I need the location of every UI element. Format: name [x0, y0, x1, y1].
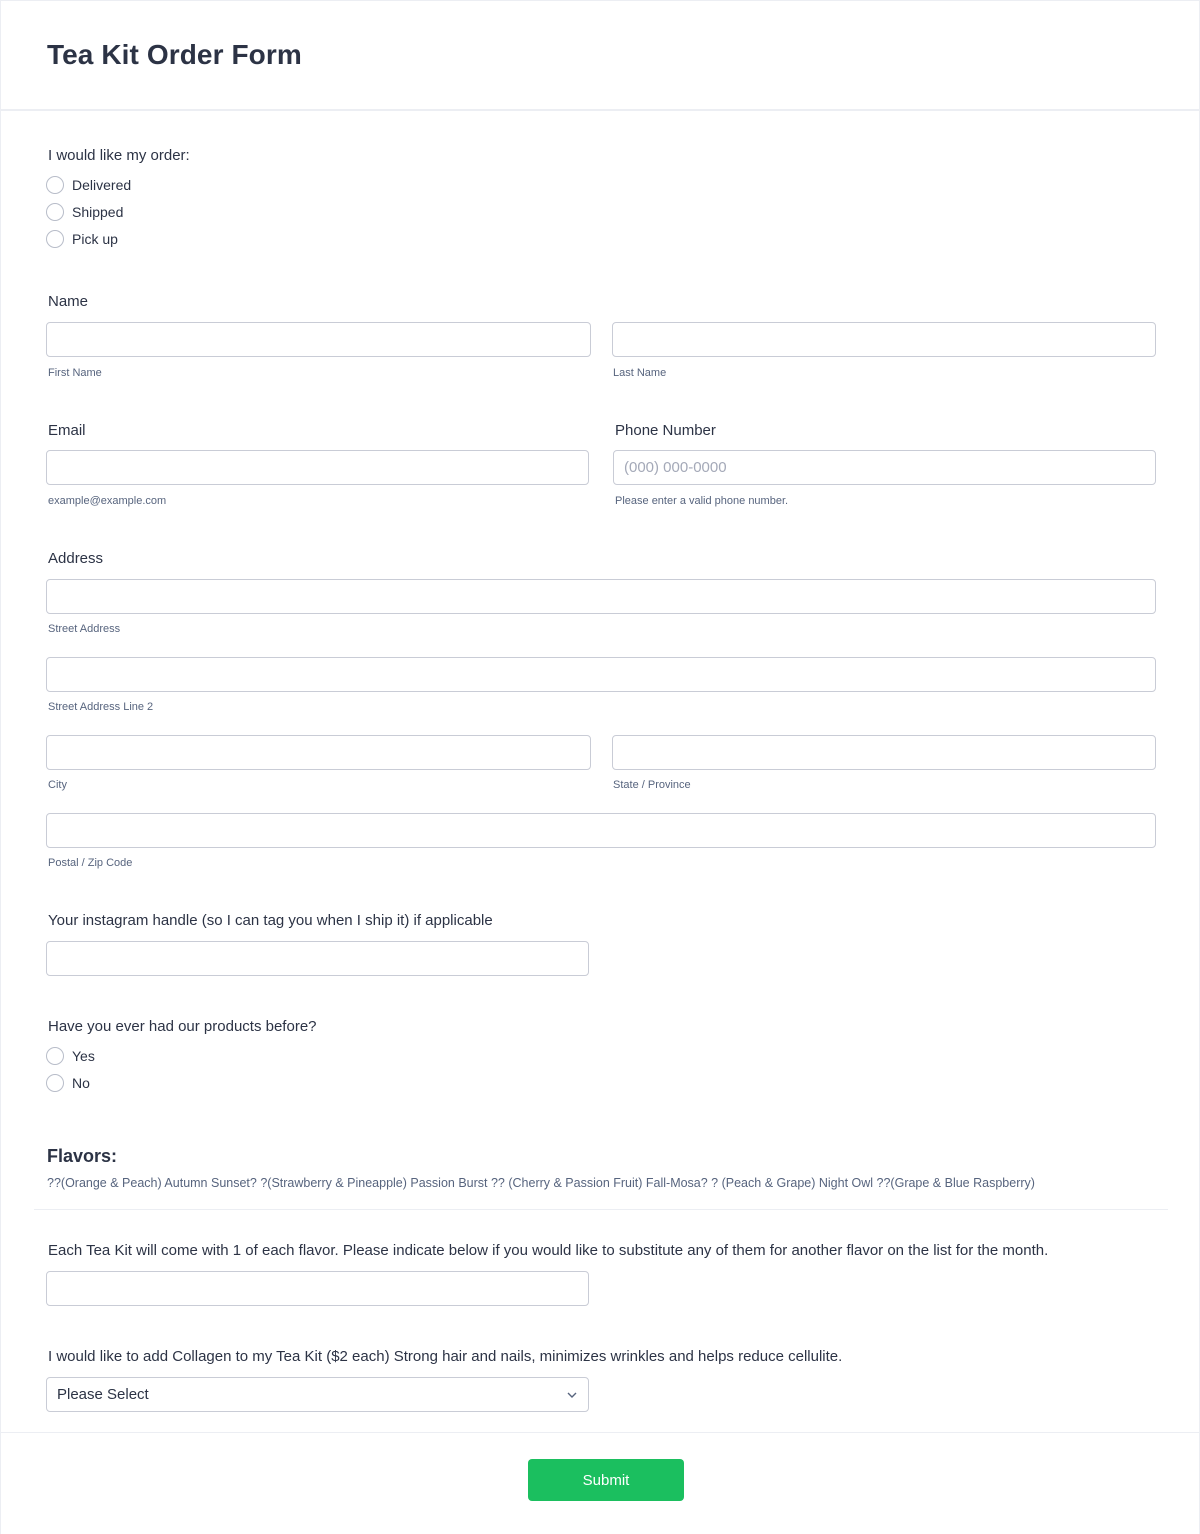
last-name-input[interactable]: [612, 322, 1156, 357]
street-address-input[interactable]: [46, 579, 1156, 614]
flavors-heading: Flavors:: [47, 1146, 118, 1166]
radio-delivered[interactable]: [46, 175, 131, 195]
first-name-input[interactable]: [46, 322, 591, 357]
collagen-label: I would like to add Collagen to my Tea Kit ($2 each) Strong hair and nails, minimizes wrinkles and helps reduce cellulite.: [48, 1348, 843, 1365]
street-address-sublabel: Street Address: [48, 623, 121, 635]
email-input[interactable]: [46, 450, 589, 485]
flavors-description: ??(Orange & Peach) Autumn Sunset? ?(Strawberry & Pineapple) Passion Burst ?? (Cherry & Passion Fruit) Fall-Mosa? ? (Peach & Grape) Night Owl ??(Grape & Blue Raspberry): [47, 1176, 1035, 1190]
radio-label: Delivered: [72, 177, 132, 193]
city-input[interactable]: [46, 735, 591, 770]
substitute-label: Each Tea Kit will come with 1 of each flavor. Please indicate below if you would like to substitute any of them for another flavor on the list for the month.: [48, 1242, 1049, 1259]
zip-input[interactable]: [46, 813, 1156, 848]
order-method-label: I would like my order:: [48, 147, 190, 164]
radio-circle-icon[interactable]: [46, 1074, 64, 1092]
phone-sublabel: Please enter a valid phone number.: [615, 495, 789, 507]
radio-label: Yes: [72, 1048, 95, 1064]
radio-yes[interactable]: [46, 1046, 95, 1066]
collagen-select-value: Please Select: [57, 1386, 149, 1403]
first-name-sublabel: First Name: [48, 367, 102, 379]
instagram-input[interactable]: [46, 941, 589, 976]
substitute-input[interactable]: [46, 1271, 589, 1306]
zip-sublabel: Postal / Zip Code: [48, 857, 133, 869]
radio-label: No: [72, 1075, 90, 1091]
street-address-line2-input[interactable]: [46, 657, 1156, 692]
collagen-select[interactable]: [46, 1377, 589, 1412]
street-address-line2-sublabel: Street Address Line 2: [48, 701, 154, 713]
instagram-label: Your instagram handle (so I can tag you when I ship it) if applicable: [48, 912, 493, 929]
radio-circle-icon[interactable]: [46, 1047, 64, 1065]
address-label: Address: [48, 550, 104, 567]
prior-products-label: Have you ever had our products before?: [48, 1018, 317, 1035]
form-header: [1, 1, 1200, 111]
radio-circle-icon[interactable]: [46, 203, 64, 221]
radio-shipped[interactable]: [46, 202, 123, 222]
last-name-sublabel: Last Name: [613, 367, 667, 379]
state-sublabel: State / Province: [613, 779, 691, 791]
radio-label: Pick up: [72, 231, 118, 247]
city-sublabel: City: [48, 779, 67, 791]
footer-divider: [1, 1432, 1200, 1433]
chevron-down-icon: [566, 1389, 578, 1401]
radio-label: Shipped: [72, 204, 124, 220]
email-sublabel: example@example.com: [48, 495, 167, 507]
submit-button[interactable]: Submit: [528, 1459, 684, 1501]
email-label: Email: [48, 422, 86, 439]
section-divider: [34, 1209, 1168, 1210]
radio-no[interactable]: [46, 1073, 90, 1093]
radio-circle-icon[interactable]: [46, 176, 64, 194]
page-title: Tea Kit Order Form: [47, 39, 302, 70]
phone-label: Phone Number: [615, 422, 716, 439]
phone-input[interactable]: [613, 450, 1156, 485]
radio-pick-up[interactable]: [46, 229, 118, 249]
radio-circle-icon[interactable]: [46, 230, 64, 248]
name-label: Name: [48, 293, 89, 310]
state-input[interactable]: [612, 735, 1156, 770]
